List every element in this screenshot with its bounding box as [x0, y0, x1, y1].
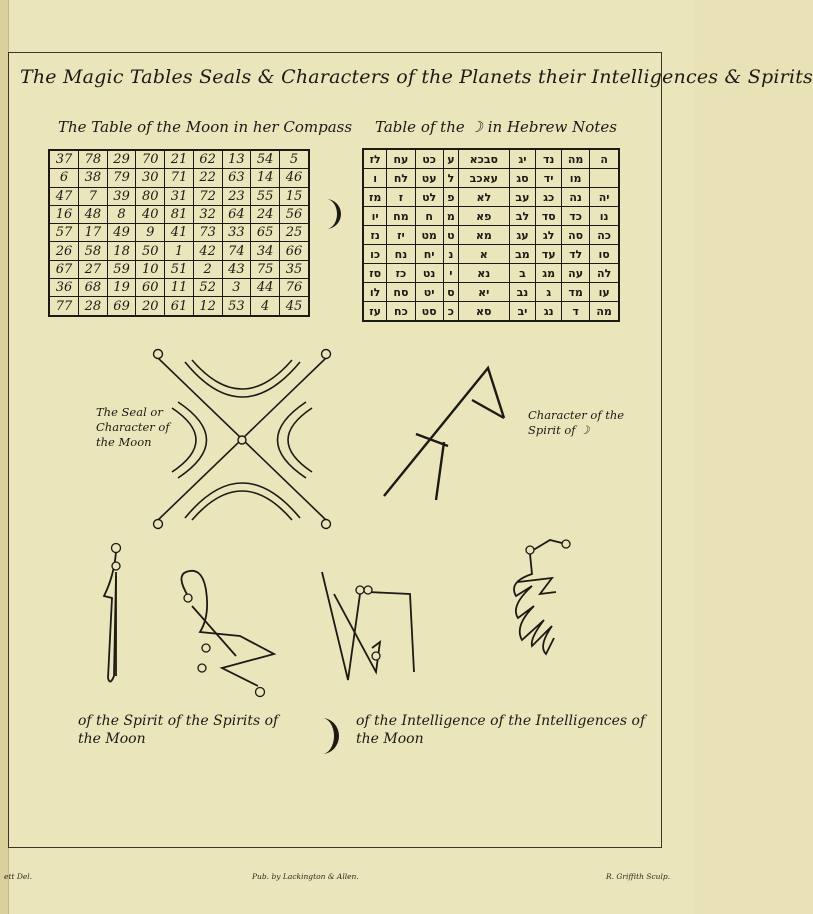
- hebrew-table-cell: נא: [459, 264, 509, 283]
- hebrew-table-cell: סז: [363, 264, 387, 283]
- moon-table-cell: 35: [279, 260, 309, 278]
- moon-table-cell: 57: [49, 224, 79, 242]
- moon-table-cell: 21: [165, 150, 194, 169]
- moon-table-cell: 18: [107, 242, 136, 260]
- spirit-character-label: Character of the Spirit of ☽: [528, 408, 625, 437]
- moon-table-cell: 47: [49, 187, 79, 205]
- moon-table-cell: 40: [136, 205, 165, 223]
- moon-table-cell: 2: [193, 260, 222, 278]
- moon-table-cell: 1: [165, 242, 194, 260]
- moon-table-row: [49, 297, 309, 316]
- moon-table-cell: 64: [222, 205, 251, 223]
- moon-table-cell: 10: [136, 260, 165, 278]
- moon-table-cell: 80: [136, 187, 165, 205]
- hebrew-table-cell: יד: [536, 169, 562, 188]
- moon-table-cell: 42: [193, 242, 222, 260]
- hebrew-table-row: [363, 188, 619, 207]
- moon-table-cell: 69: [107, 297, 136, 316]
- moon-table-cell: 71: [165, 169, 194, 187]
- moon-table-cell: 28: [79, 297, 108, 316]
- moon-table-cell: 38: [79, 169, 108, 187]
- hebrew-table-cell: מט: [415, 226, 443, 245]
- hebrew-table-cell: ח: [415, 207, 443, 226]
- hebrew-table-row: [363, 245, 619, 264]
- moon-table-row: [49, 260, 309, 278]
- hebrew-table-cell: נ: [443, 245, 458, 264]
- moon-table-cell: 25: [279, 224, 309, 242]
- hebrew-table-cell: יב: [509, 302, 536, 322]
- caption-spirit-of-spirits: of the Spirit of the Spirits of the Moon: [78, 713, 279, 747]
- moon-magic-square: [48, 149, 310, 317]
- hebrew-table-cell: ב: [509, 264, 536, 283]
- hebrew-table-cell: ה: [590, 149, 619, 169]
- moon-table-cell: 46: [279, 169, 309, 187]
- moon-table-heading: The Table of the Moon in her Compass: [58, 118, 353, 136]
- hebrew-table-cell: כו: [363, 245, 387, 264]
- hebrew-table-cell: נט: [415, 264, 443, 283]
- moon-table-cell: 30: [136, 169, 165, 187]
- moon-table-cell: 24: [251, 205, 280, 223]
- moon-table-cell: 73: [193, 224, 222, 242]
- hebrew-table-cell: מה: [561, 149, 589, 169]
- hebrew-table-cell: עאכב: [459, 169, 509, 188]
- moon-table-cell: 34: [251, 242, 280, 260]
- hebrew-table-cell: י: [443, 264, 458, 283]
- hebrew-table-cell: לז: [363, 149, 387, 169]
- hebrew-table-cell: ל: [443, 169, 458, 188]
- moon-table-row: [49, 242, 309, 260]
- moon-table-cell: 32: [193, 205, 222, 223]
- moon-table-cell: 33: [222, 224, 251, 242]
- moon-table-cell: 17: [79, 224, 108, 242]
- hebrew-table-cell: מד: [561, 283, 589, 302]
- hebrew-table-cell: כג: [536, 188, 562, 207]
- moon-table-cell: 8: [107, 205, 136, 223]
- hebrew-table-cell: יז: [387, 226, 415, 245]
- moon-table-cell: 9: [136, 224, 165, 242]
- moon-table-row: [49, 187, 309, 205]
- hebrew-table-cell: מא: [459, 226, 509, 245]
- hebrew-table-cell: מז: [363, 188, 387, 207]
- hebrew-table-cell: עד: [536, 245, 562, 264]
- moon-table-cell: 48: [79, 205, 108, 223]
- plate-title: The Magic Tables Seals & Characters of the Planets their Intelligences & Spirits: [20, 66, 813, 88]
- moon-table-cell: 43: [222, 260, 251, 278]
- moon-table-cell: 72: [193, 187, 222, 205]
- hebrew-table-row: [363, 169, 619, 188]
- moon-table-cell: 59: [107, 260, 136, 278]
- hebrew-table-cell: מו: [561, 169, 589, 188]
- moon-table-cell: 39: [107, 187, 136, 205]
- moon-table-cell: 3: [222, 279, 251, 297]
- hebrew-table-cell: לג: [536, 226, 562, 245]
- moon-table-cell: 51: [165, 260, 194, 278]
- hebrew-table-cell: נו: [590, 207, 619, 226]
- hebrew-table-cell: נה: [561, 188, 589, 207]
- hebrew-table-cell: עה: [561, 264, 589, 283]
- moon-table-cell: 13: [222, 150, 251, 169]
- hebrew-table-cell: מ: [443, 207, 458, 226]
- moon-table-cell: 15: [279, 187, 309, 205]
- hebrew-table-cell: לט: [415, 188, 443, 207]
- hebrew-table-row: [363, 264, 619, 283]
- moon-table-cell: 44: [251, 279, 280, 297]
- hebrew-table-cell: נד: [536, 149, 562, 169]
- hebrew-table-cell: סג: [509, 169, 536, 188]
- hebrew-table-cell: נז: [363, 226, 387, 245]
- hebrew-table-cell: עו: [590, 283, 619, 302]
- footer-delineator: ett Del.: [4, 872, 33, 881]
- hebrew-table-cell: מה: [590, 302, 619, 322]
- moon-table-cell: 58: [79, 242, 108, 260]
- hebrew-table-cell: א: [459, 245, 509, 264]
- bottom-moon-crescent-icon: [312, 716, 346, 756]
- hebrew-table-row: [363, 226, 619, 245]
- moon-table-cell: 52: [193, 279, 222, 297]
- moon-table-cell: 23: [222, 187, 251, 205]
- moon-table-cell: 19: [107, 279, 136, 297]
- hebrew-table-cell: נג: [536, 302, 562, 322]
- moon-table-cell: 50: [136, 242, 165, 260]
- hebrew-table-cell: לד: [561, 245, 589, 264]
- hebrew-table-cell: נח: [387, 245, 415, 264]
- hebrew-table-cell: לב: [509, 207, 536, 226]
- hebrew-table-row: [363, 302, 619, 322]
- hebrew-table-cell: סט: [415, 302, 443, 322]
- hebrew-table-cell: עח: [387, 149, 415, 169]
- moon-table-cell: 60: [136, 279, 165, 297]
- moon-table-row: [49, 169, 309, 187]
- hebrew-table-cell: עט: [415, 169, 443, 188]
- moon-table-cell: 67: [49, 260, 79, 278]
- hebrew-table-cell: לא: [459, 188, 509, 207]
- hebrew-table-cell: ס: [443, 283, 458, 302]
- hebrew-table-cell: כה: [590, 226, 619, 245]
- moon-table-cell: 77: [49, 297, 79, 316]
- moon-table-cell: 63: [222, 169, 251, 187]
- hebrew-table-cell: מח: [387, 207, 415, 226]
- hebrew-table-cell: סו: [590, 245, 619, 264]
- moon-table-cell: 56: [279, 205, 309, 223]
- hebrew-table-cell: פ: [443, 188, 458, 207]
- footer-engraver: R. Griffith Sculp.: [606, 872, 671, 881]
- moon-table-cell: 31: [165, 187, 194, 205]
- hebrew-table-cell: יג: [509, 149, 536, 169]
- hebrew-table-cell: ו: [363, 169, 387, 188]
- hebrew-table-cell: סח: [387, 283, 415, 302]
- hebrew-table-cell: יח: [415, 245, 443, 264]
- moon-table-row: [49, 205, 309, 223]
- hebrew-table-cell: עז: [363, 302, 387, 322]
- moon-table-row: [49, 150, 309, 169]
- moon-table-cell: 36: [49, 279, 79, 297]
- moon-table-cell: 5: [279, 150, 309, 169]
- moon-table-cell: 7: [79, 187, 108, 205]
- hebrew-table-cell: סבכא: [459, 149, 509, 169]
- moon-table-cell: 4: [251, 297, 280, 316]
- moon-table-cell: 74: [222, 242, 251, 260]
- hebrew-table-cell: סה: [561, 226, 589, 245]
- moon-table-cell: 49: [107, 224, 136, 242]
- intelligence-sigil: [318, 522, 578, 712]
- moon-table-cell: 20: [136, 297, 165, 316]
- hebrew-table-cell: סא: [459, 302, 509, 322]
- hebrew-table-cell: סד: [536, 207, 562, 226]
- moon-table-cell: 12: [193, 297, 222, 316]
- hebrew-table-heading: Table of the ☽ in Hebrew Notes: [375, 118, 617, 136]
- hebrew-table-cell: יא: [459, 283, 509, 302]
- moon-table-cell: 37: [49, 150, 79, 169]
- moon-table-cell: 55: [251, 187, 280, 205]
- hebrew-table-cell: כד: [561, 207, 589, 226]
- moon-table-cell: 78: [79, 150, 108, 169]
- hebrew-table-row: [363, 149, 619, 169]
- hebrew-table-cell: כז: [387, 264, 415, 283]
- hebrew-table-cell: כ: [443, 302, 458, 322]
- spirit-of-spirits-sigil: [90, 536, 290, 706]
- footer-publisher: Pub. by Lackington & Allen.: [252, 872, 359, 881]
- hebrew-table-cell: כח: [387, 302, 415, 322]
- moon-table-cell: 29: [107, 150, 136, 169]
- moon-table-cell: 16: [49, 205, 79, 223]
- hebrew-table-cell: ע: [443, 149, 458, 169]
- hebrew-table-cell: [590, 169, 619, 188]
- moon-table-cell: 11: [165, 279, 194, 297]
- moon-table-cell: 53: [222, 297, 251, 316]
- moon-table-cell: 76: [279, 279, 309, 297]
- hebrew-table-cell: ד: [561, 302, 589, 322]
- hebrew-table-cell: יט: [415, 283, 443, 302]
- hebrew-table-cell: ג: [536, 283, 562, 302]
- moon-table-row: [49, 279, 309, 297]
- hebrew-notes-table: [362, 148, 620, 322]
- moon-table-cell: 54: [251, 150, 280, 169]
- moon-table-cell: 6: [49, 169, 79, 187]
- moon-table-cell: 41: [165, 224, 194, 242]
- moon-table-cell: 61: [165, 297, 194, 316]
- hebrew-table-cell: ט: [443, 226, 458, 245]
- hebrew-table-cell: לח: [387, 169, 415, 188]
- moon-table-cell: 14: [251, 169, 280, 187]
- caption-intelligence: of the Intelligence of the Intelligences of the Moon: [356, 713, 646, 747]
- hebrew-table-row: [363, 207, 619, 226]
- hebrew-table-cell: נב: [509, 283, 536, 302]
- hebrew-table-cell: מג: [536, 264, 562, 283]
- moon-table-cell: 45: [279, 297, 309, 316]
- moon-table-cell: 79: [107, 169, 136, 187]
- hebrew-table-cell: כט: [415, 149, 443, 169]
- moon-table-cell: 81: [165, 205, 194, 223]
- hebrew-table-cell: לה: [590, 264, 619, 283]
- moon-table-row: [49, 224, 309, 242]
- moon-table-cell: 65: [251, 224, 280, 242]
- moon-table-cell: 62: [193, 150, 222, 169]
- hebrew-table-cell: ז: [387, 188, 415, 207]
- moon-table-cell: 75: [251, 260, 280, 278]
- moon-table-cell: 22: [193, 169, 222, 187]
- hebrew-table-cell: עב: [509, 188, 536, 207]
- moon-table-cell: 26: [49, 242, 79, 260]
- moon-crescent-icon: [314, 196, 350, 232]
- moon-table-cell: 66: [279, 242, 309, 260]
- seal-label: The Seal or Character of the Moon: [96, 405, 170, 449]
- hebrew-table-row: [363, 283, 619, 302]
- hebrew-table-cell: עג: [509, 226, 536, 245]
- hebrew-table-cell: יו: [363, 207, 387, 226]
- hebrew-table-cell: מב: [509, 245, 536, 264]
- moon-table-cell: 27: [79, 260, 108, 278]
- hebrew-table-cell: יה: [590, 188, 619, 207]
- moon-table-cell: 68: [79, 279, 108, 297]
- hebrew-table-cell: לו: [363, 283, 387, 302]
- hebrew-table-cell: פא: [459, 207, 509, 226]
- spirit-character-figure: [376, 356, 516, 506]
- moon-table-cell: 70: [136, 150, 165, 169]
